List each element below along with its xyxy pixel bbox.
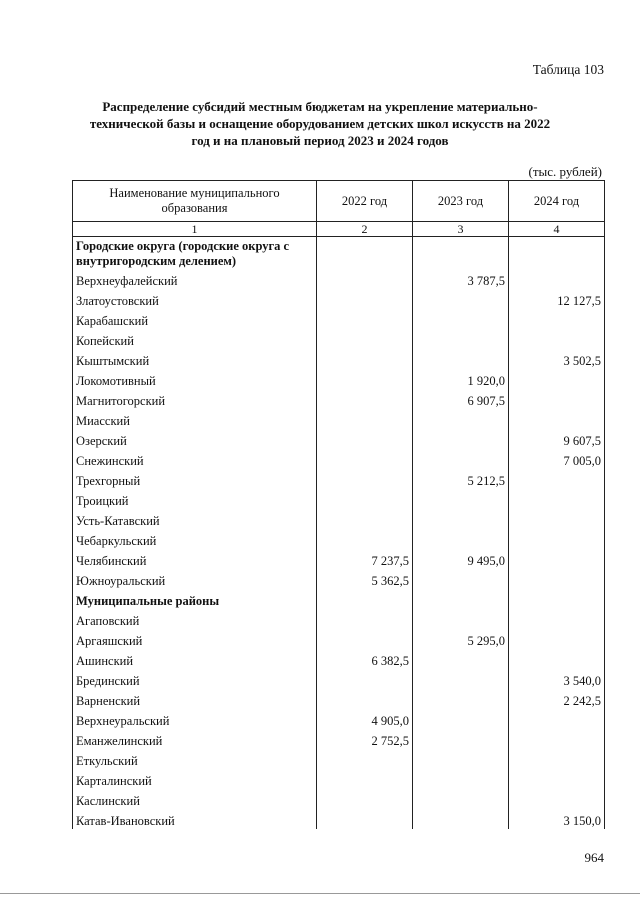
section-row — [73, 589, 605, 609]
table-row — [73, 749, 605, 769]
header-2024: 2024 год — [509, 181, 605, 222]
amount-2023 — [413, 729, 509, 749]
header-2022: 2022 год — [317, 181, 413, 222]
municipality-name: Муниципальные районы — [73, 589, 317, 609]
amount-2022: 5 362,5 — [317, 569, 413, 589]
amount-2022 — [317, 269, 413, 289]
table-row — [73, 769, 605, 789]
municipality-name: Городские округа (городские округа с внутригородским делением) — [73, 237, 317, 270]
amount-2022 — [317, 809, 413, 829]
amount-2023 — [413, 449, 509, 469]
amount-2022 — [317, 789, 413, 809]
amount-2023 — [413, 489, 509, 509]
table-row — [73, 389, 605, 409]
amount-2022 — [317, 529, 413, 549]
amount-2023 — [413, 529, 509, 549]
amount-2024 — [509, 649, 605, 669]
amount-2022: 4 905,0 — [317, 709, 413, 729]
amount-2024 — [509, 409, 605, 429]
table-row — [73, 329, 605, 349]
table-row — [73, 689, 605, 709]
amount-2023 — [413, 349, 509, 369]
amount-2022 — [317, 349, 413, 369]
amount-2022: 7 237,5 — [317, 549, 413, 569]
amount-2022: 2 752,5 — [317, 729, 413, 749]
amount-2024 — [509, 389, 605, 409]
table-row — [73, 369, 605, 389]
municipality-name: Ашинский — [73, 649, 317, 669]
table-row — [73, 609, 605, 629]
amount-2023: 5 295,0 — [413, 629, 509, 649]
header-municipality: Наименование муниципального образования — [73, 181, 317, 222]
municipality-name: Еманжелинский — [73, 729, 317, 749]
table-row — [73, 729, 605, 749]
table-row — [73, 429, 605, 449]
amount-2022 — [317, 509, 413, 529]
amount-2024 — [509, 529, 605, 549]
municipality-name: Варненский — [73, 689, 317, 709]
municipality-name: Аргаяшский — [73, 629, 317, 649]
amount-2023 — [413, 789, 509, 809]
amount-2022 — [317, 289, 413, 309]
amount-2022 — [317, 769, 413, 789]
table-header-row — [73, 181, 605, 222]
table-row — [73, 289, 605, 309]
table-row — [73, 469, 605, 489]
municipality-name: Челябинский — [73, 549, 317, 569]
amount-2023 — [413, 237, 509, 270]
municipality-name: Каслинский — [73, 789, 317, 809]
amount-2023 — [413, 289, 509, 309]
amount-2024 — [509, 729, 605, 749]
document-title: Распределение субсидий местным бюджетам на укрепление материально-технической базы и оснащение оборудованием детских школ искусств на 2022 год и на плановый период 2023 и 2024 годов — [89, 99, 551, 148]
amount-2024: 3 502,5 — [509, 349, 605, 369]
amount-2024: 12 127,5 — [509, 289, 605, 309]
amount-2024: 9 607,5 — [509, 429, 605, 449]
section-row — [73, 237, 605, 270]
table-row — [73, 789, 605, 809]
table-row — [73, 449, 605, 469]
amount-2022 — [317, 429, 413, 449]
amount-2024: 3 150,0 — [509, 809, 605, 829]
amount-2023 — [413, 589, 509, 609]
column-number: 2 — [317, 222, 413, 237]
municipality-name: Катав-Ивановский — [73, 809, 317, 829]
amount-2024 — [509, 489, 605, 509]
table-row — [73, 349, 605, 369]
amount-2023 — [413, 769, 509, 789]
amount-2022 — [317, 629, 413, 649]
amount-2023: 3 787,5 — [413, 269, 509, 289]
table-row — [73, 309, 605, 329]
amount-2024 — [509, 309, 605, 329]
amount-2024 — [509, 369, 605, 389]
table-row — [73, 409, 605, 429]
table-row — [73, 629, 605, 649]
amount-2023: 9 495,0 — [413, 549, 509, 569]
amount-2023 — [413, 689, 509, 709]
municipality-name: Озерский — [73, 429, 317, 449]
amount-2022: 6 382,5 — [317, 649, 413, 669]
municipality-name: Южноуральский — [73, 569, 317, 589]
amount-2022 — [317, 589, 413, 609]
amount-2023 — [413, 409, 509, 429]
amount-2022 — [317, 469, 413, 489]
amount-2023 — [413, 649, 509, 669]
table-number-label: Таблица 103 — [532, 62, 604, 77]
amount-2024 — [509, 629, 605, 649]
amount-2022 — [317, 389, 413, 409]
table-row — [73, 669, 605, 689]
table-row — [73, 709, 605, 729]
municipality-name: Карабашский — [73, 309, 317, 329]
table-row — [73, 809, 605, 829]
amount-2024 — [509, 469, 605, 489]
column-number: 4 — [509, 222, 605, 237]
amount-2024 — [509, 789, 605, 809]
amount-2022 — [317, 329, 413, 349]
amount-2022 — [317, 369, 413, 389]
municipality-name: Локомотивный — [73, 369, 317, 389]
amount-2023 — [413, 749, 509, 769]
amount-2023 — [413, 709, 509, 729]
amount-2022 — [317, 609, 413, 629]
municipality-name: Кыштымский — [73, 349, 317, 369]
amount-2024 — [509, 237, 605, 270]
amount-2024 — [509, 709, 605, 729]
amount-2024 — [509, 769, 605, 789]
municipality-name: Верхнеуральский — [73, 709, 317, 729]
table-body — [73, 237, 605, 830]
municipality-name: Трехгорный — [73, 469, 317, 489]
amount-2023 — [413, 309, 509, 329]
table-row — [73, 269, 605, 289]
municipality-name: Снежинский — [73, 449, 317, 469]
amount-2023 — [413, 509, 509, 529]
amount-2024: 2 242,5 — [509, 689, 605, 709]
municipality-name: Брединский — [73, 669, 317, 689]
municipality-name: Верхнеуфалейский — [73, 269, 317, 289]
amount-2024 — [509, 509, 605, 529]
amount-2024 — [509, 749, 605, 769]
amount-2022 — [317, 669, 413, 689]
amount-2022 — [317, 237, 413, 270]
amount-2024: 7 005,0 — [509, 449, 605, 469]
amount-2023 — [413, 609, 509, 629]
amount-2024 — [509, 589, 605, 609]
municipality-name: Златоустовский — [73, 289, 317, 309]
table-row — [73, 509, 605, 529]
amount-2023: 1 920,0 — [413, 369, 509, 389]
municipality-name: Копейский — [73, 329, 317, 349]
amount-2024 — [509, 269, 605, 289]
amount-2023 — [413, 569, 509, 589]
amount-2024: 3 540,0 — [509, 669, 605, 689]
table-row — [73, 649, 605, 669]
municipality-name: Еткульский — [73, 749, 317, 769]
municipality-name: Чебаркульский — [73, 529, 317, 549]
municipality-name: Магнитогорский — [73, 389, 317, 409]
page-number: 964 — [584, 850, 604, 865]
amount-2022 — [317, 409, 413, 429]
table-row — [73, 489, 605, 509]
amount-2023: 6 907,5 — [413, 389, 509, 409]
table-row — [73, 569, 605, 589]
amount-2022 — [317, 689, 413, 709]
column-number-row — [73, 222, 605, 237]
amount-2023 — [413, 329, 509, 349]
amount-2022 — [317, 489, 413, 509]
column-number: 3 — [413, 222, 509, 237]
amount-2022 — [317, 449, 413, 469]
amount-2022 — [317, 309, 413, 329]
table-row — [73, 529, 605, 549]
municipality-name: Миасский — [73, 409, 317, 429]
amount-2023 — [413, 669, 509, 689]
amount-2023 — [413, 429, 509, 449]
municipality-name: Усть-Катавский — [73, 509, 317, 529]
amount-2023: 5 212,5 — [413, 469, 509, 489]
amount-2022 — [317, 749, 413, 769]
units-label: (тыс. рублей) — [528, 164, 602, 179]
municipality-name: Карталинский — [73, 769, 317, 789]
subsidy-table — [72, 180, 605, 829]
amount-2024 — [509, 549, 605, 569]
column-number: 1 — [73, 222, 317, 237]
municipality-name: Агаповский — [73, 609, 317, 629]
amount-2024 — [509, 609, 605, 629]
municipality-name: Троицкий — [73, 489, 317, 509]
amount-2023 — [413, 809, 509, 829]
amount-2024 — [509, 329, 605, 349]
bottom-rule — [0, 893, 640, 894]
amount-2024 — [509, 569, 605, 589]
table-row — [73, 549, 605, 569]
header-2023: 2023 год — [413, 181, 509, 222]
